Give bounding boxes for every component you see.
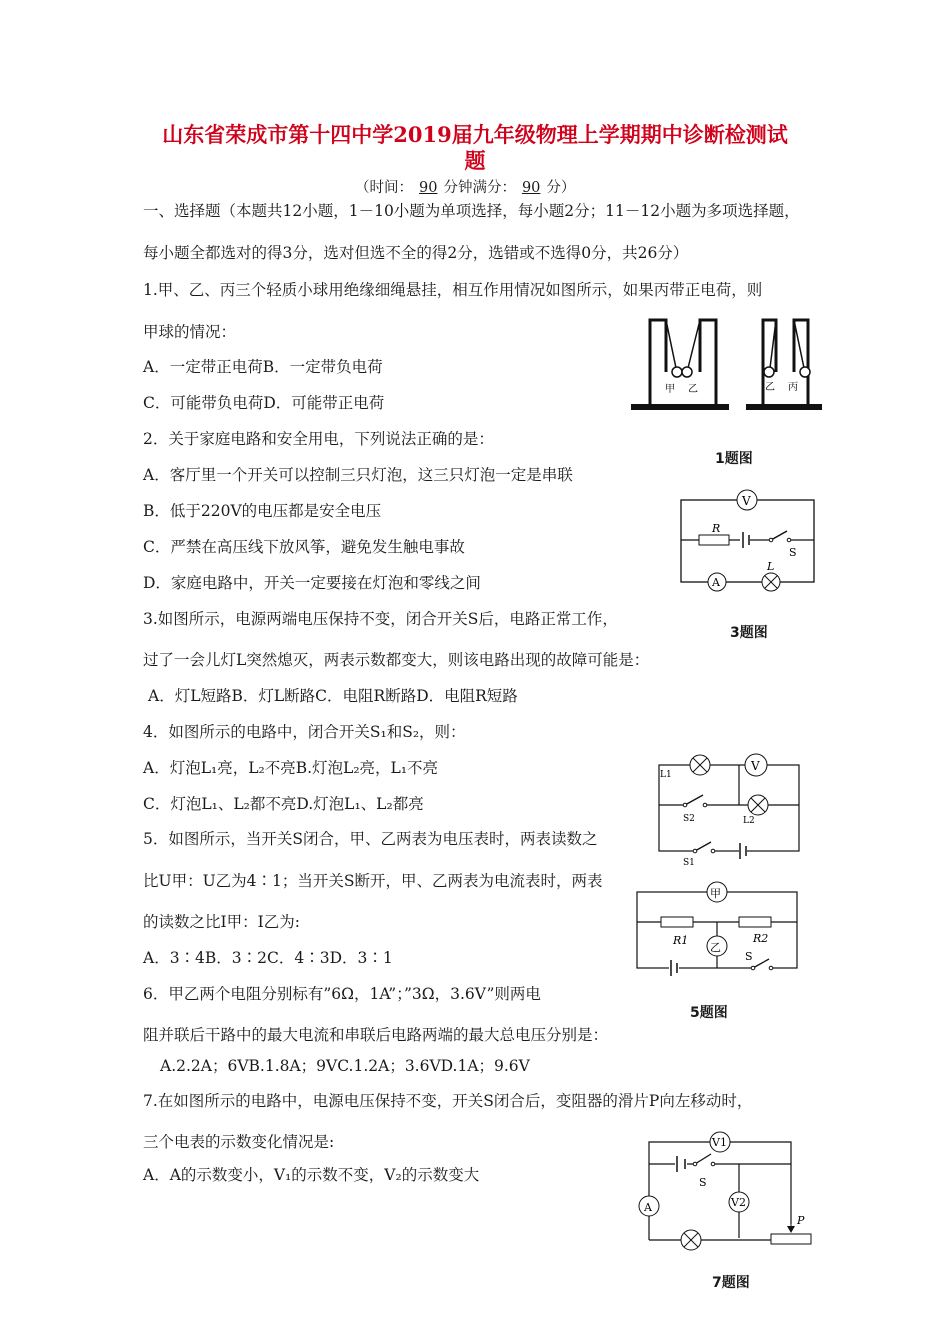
q6-stem-line1: 6．甲乙两个电阻分别标有”6Ω，1A”；”3Ω，3.6V”则两电 (143, 985, 541, 1003)
q1-options-cd: C．可能带负电荷D．可能带正电荷 (143, 394, 385, 412)
fig7-label-a: A (644, 1201, 652, 1214)
q2-option-c: C．严禁在高压线下放风筝，避免发生触电事故 (143, 538, 465, 556)
q3-stem-line1: 3.如图所示，电源两端电压保持不变，闭合开关S后，电路正常工作， (143, 610, 618, 628)
section-intro-line1: 一、选择题（本题共12小题，1－10小题为单项选择，每小题2分；11－12小题为多项选择题， (143, 202, 800, 220)
figure-3-caption: 3题图 (730, 625, 768, 641)
fig5-label-yi: 乙 (710, 941, 721, 954)
fig4-label-l1: L1 (660, 770, 672, 780)
fig3-label-l: L (767, 560, 775, 573)
fig3-label-r: R (712, 522, 721, 535)
q1-options-ab: A．一定带正电荷B．一定带负电荷 (143, 358, 383, 376)
fig5-label-r1: R1 (673, 934, 689, 947)
fig5-label-jia: 甲 (710, 887, 721, 900)
fig7-label-v1: V1 (712, 1136, 727, 1149)
exam-time-info (355, 178, 575, 198)
section-intro-line2: 每小题全都选对的得3分，选对但选不全的得2分，选错或不选得0分，共26分） (143, 244, 689, 262)
q3-options: A．灯L短路B．灯L断路C．电阻R断路D．电阻R短路 (148, 687, 518, 705)
fig1-label-bing: 丙 (788, 382, 798, 393)
figure-1-caption: 1题图 (715, 451, 753, 467)
q6-options: A.2.2A；6VB.1.8A；9VC.1.2A；3.6VD.1A；9.6V (160, 1057, 530, 1075)
q4-options-cd: C．灯泡L₁、L₂都不亮D.灯泡L₁、L₂都亮 (143, 795, 424, 813)
time-value: 90 (419, 180, 438, 196)
q5-stem-line2: 比U甲：U乙为4∶1；当开关S断开，甲、乙两表为电流表时，两表 (143, 872, 603, 890)
figure-7-caption: 7题图 (712, 1275, 750, 1291)
q6-stem-line2: 阻并联后干路中的最大电流和串联后电路两端的最大总电压分别是： (143, 1026, 609, 1044)
fig3-label-v: V (742, 494, 751, 508)
figure-5-caption: 5题图 (690, 1005, 728, 1021)
score-value: 90 (521, 180, 541, 196)
q5-stem-line1: 5．如图所示，当开关S闭合，甲、乙两表为电压表时，两表读数之 (143, 830, 598, 848)
q2-option-d: D．家庭电路中，开关一定要接在灯泡和零线之间 (143, 574, 481, 592)
fig7-label-s: S (699, 1176, 707, 1189)
q4-stem: 4．如图所示的电路中，闭合开关S₁和S₂，则： (143, 723, 466, 741)
page-title-line1: 山东省荣成市第十四中学2019届九年级物理上学期期中诊断检测试 (162, 122, 788, 147)
q2-option-b: B．低于220V的电压都是安全电压 (143, 502, 382, 520)
figure-3-circuit (675, 488, 820, 593)
q7-option-a: A．A的示数变小，V₁的示数不变，V₂的示数变大 (143, 1166, 480, 1184)
q5-stem-line3: 的读数之比I甲：I乙为: (143, 913, 300, 931)
fig1-label-yi: 乙 (688, 384, 698, 395)
figure-7-circuit (635, 1128, 815, 1250)
fig4-label-s1: S1 (683, 858, 695, 868)
q2-stem: 2．关于家庭电路和安全用电，下列说法正确的是： (143, 430, 494, 448)
fig4-label-v: V (751, 759, 760, 773)
q1-stem-line1: 1.甲、乙、丙三个轻质小球用绝缘细绳悬挂，相互作用情况如图所示，如果丙带正电荷，则 (143, 281, 763, 299)
time-prefix: （时间： (355, 180, 413, 196)
time-mid: 分钟满分： (443, 180, 516, 196)
fig7-label-v2: V2 (731, 1196, 746, 1209)
fig1-label-jia: 甲 (665, 384, 675, 395)
figure-4-circuit (655, 745, 805, 868)
page-title-line2: 题 (464, 148, 486, 173)
q7-stem-line2: 三个电表的示数变化情况是: (143, 1133, 335, 1151)
q1-stem-line2: 甲球的情况： (143, 323, 237, 341)
q5-options: A．3∶4B．3∶2C．4∶3D．3∶1 (143, 949, 393, 967)
fig4-label-s2: S2 (683, 814, 695, 824)
fig1-label-yi2: 乙 (765, 382, 775, 393)
fig3-label-s: S (789, 546, 797, 559)
time-suffix: 分） (546, 180, 576, 196)
fig4-label-l2: L2 (743, 816, 755, 826)
fig3-label-a: A (712, 576, 720, 589)
q4-options-ab: A．灯泡L₁亮，L₂不亮B.灯泡L₂亮，L₁不亮 (143, 759, 439, 777)
q3-stem-line2: 过了一会儿灯L突然熄灭，两表示数都变大，则该电路出现的故障可能是： (143, 651, 650, 669)
figure-1-hanging-balls (628, 312, 823, 417)
fig5-label-s: S (745, 950, 753, 963)
q2-option-a: A．客厅里一个开关可以控制三只灯泡，这三只灯泡一定是串联 (143, 466, 573, 484)
fig7-label-p: P (797, 1214, 805, 1227)
q7-stem-line1: 7.在如图所示的电路中，电源电压保持不变，开关S闭合后，变阻器的滑片P向左移动时， (143, 1092, 753, 1110)
figure-5-circuit (633, 880, 801, 972)
fig5-label-r2: R2 (753, 932, 769, 945)
